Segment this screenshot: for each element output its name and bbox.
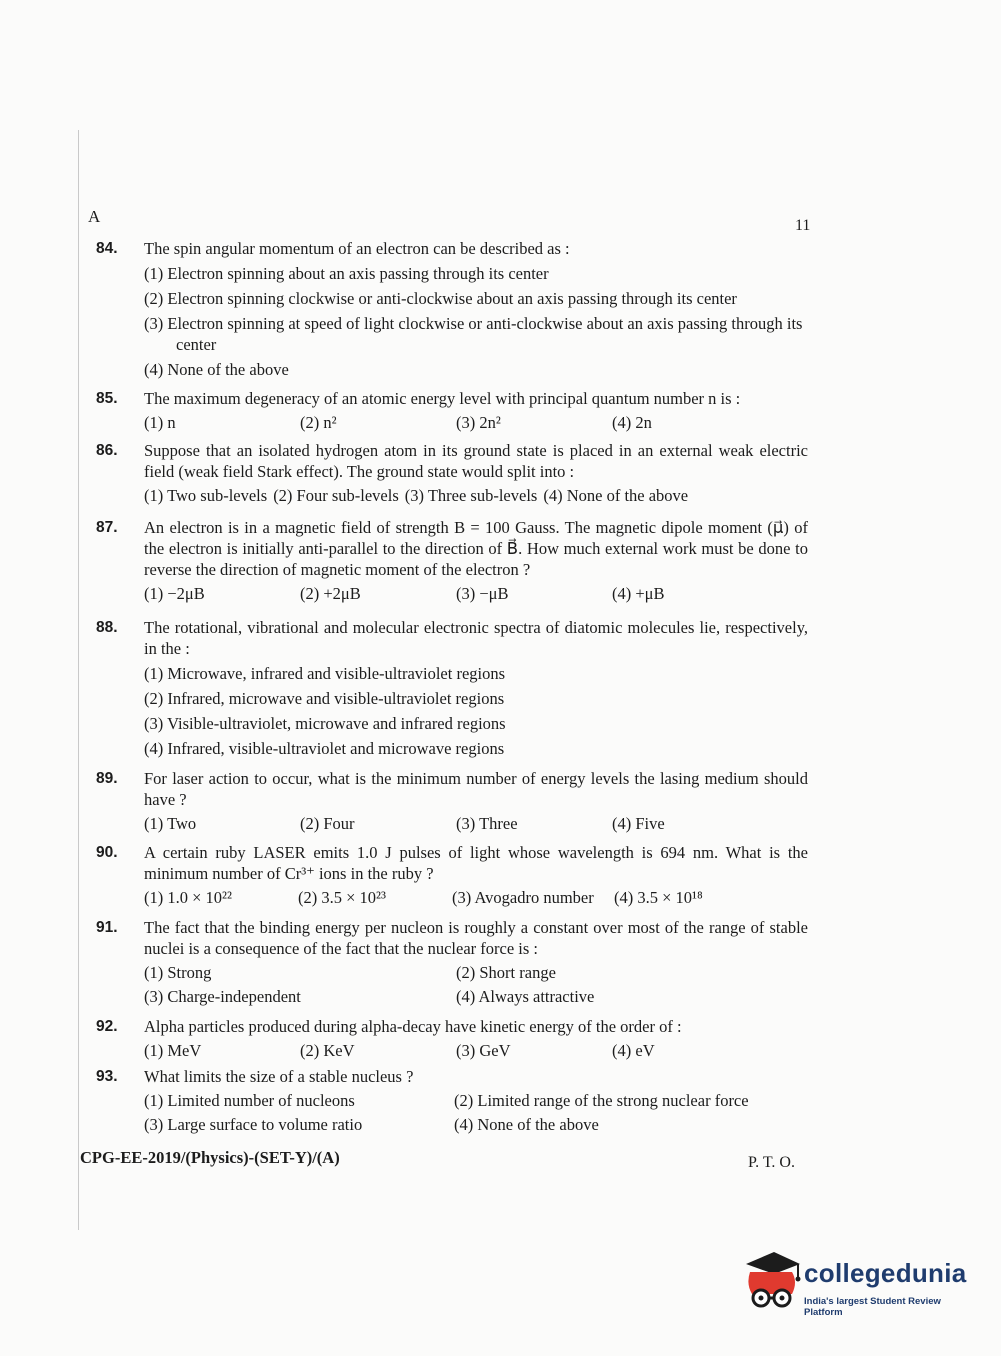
option: (3) −μB	[456, 584, 509, 603]
option: (2) +2μB	[300, 584, 361, 603]
option: (4) None of the above	[543, 486, 689, 505]
option: (1) MeV	[144, 1041, 202, 1060]
question-text: Suppose that an isolated hydrogen atom in its ground state is placed in an external weak electric field (weak field Stark effect). The ground state would split into :	[144, 441, 808, 481]
question-84	[96, 238, 808, 380]
question-text: The spin angular momentum of an electron can be described as :	[144, 239, 570, 258]
question-text: For laser action to occur, what is the minimum number of energy levels the lasing medium should have ?	[144, 769, 808, 809]
question-number: 89.	[96, 770, 118, 787]
option: (2) Infrared, microwave and visible-ultraviolet regions	[144, 689, 505, 708]
option: (4) Infrared, visible-ultraviolet and microwave regions	[144, 739, 505, 758]
question-86	[96, 440, 808, 506]
option: (3) 2n²	[456, 413, 501, 432]
option: (3) Visible-ultraviolet, microwave and infrared regions	[144, 714, 506, 733]
option: (2) Electron spinning clockwise or anti-clockwise about an axis passing through its center	[144, 289, 737, 308]
question-89	[96, 768, 808, 834]
option: (3) Three sub-levels	[404, 486, 538, 505]
option: (2) Four sub-levels	[273, 486, 399, 505]
question-number: 84.	[96, 240, 118, 257]
option: (2) Limited range of the strong nuclear force	[454, 1091, 749, 1110]
question-text: The rotational, vibrational and molecular electronic spectra of diatomic molecules lie, respectively, in the :	[144, 618, 808, 658]
question-number: 87.	[96, 519, 118, 536]
option: (3) Charge-independent	[144, 987, 301, 1006]
question-number: 86.	[96, 442, 118, 459]
page-turn-note: P. T. O.	[748, 1154, 795, 1171]
option: (4) 2n	[612, 413, 652, 432]
question-85	[96, 388, 808, 433]
question-text: What limits the size of a stable nucleus ?	[144, 1067, 414, 1086]
question-92	[96, 1016, 808, 1061]
option: (1) 1.0 × 10²²	[144, 888, 232, 907]
option: (4) None of the above	[454, 1115, 599, 1134]
option: (4) None of the above	[144, 360, 289, 379]
option: (1) −2μB	[144, 584, 205, 603]
option: (4) Five	[612, 814, 665, 833]
option: (4) 3.5 × 10¹⁸	[614, 888, 703, 907]
question-88	[96, 617, 808, 759]
option: (1) Limited number of nucleons	[144, 1091, 355, 1110]
option: (1) n	[144, 413, 176, 432]
option: (3) Three	[456, 814, 518, 833]
logo-wordmark: collegedunia	[804, 1258, 967, 1288]
question-text: Alpha particles produced during alpha-decay have kinetic energy of the order of :	[144, 1017, 682, 1036]
question-text: The fact that the binding energy per nucleon is roughly a constant over most of the range of stable nuclei is a consequence of the fact that the nuclear force is :	[144, 918, 808, 958]
question-number: 93.	[96, 1068, 118, 1085]
set-letter: A	[88, 207, 101, 226]
question-number: 90.	[96, 844, 118, 861]
option: (2) 3.5 × 10²³	[298, 888, 386, 907]
option: (2) Short range	[456, 963, 556, 982]
question-91	[96, 917, 808, 1007]
question-number: 88.	[96, 619, 118, 636]
option: (2) KeV	[300, 1041, 355, 1060]
option: (3) Avogadro number	[452, 888, 594, 907]
option: (4) +μB	[612, 584, 665, 603]
graduate-mascot-icon	[740, 1250, 802, 1314]
question-number: 91.	[96, 919, 118, 936]
question-90	[96, 842, 808, 908]
option: (1) Electron spinning about an axis passing through its center	[144, 264, 549, 283]
exam-code: CPG-EE-2019/(Physics)-(SET-Y)/(A)	[80, 1148, 340, 1167]
scan-margin-line	[78, 130, 79, 1230]
option: (1) Two	[144, 814, 197, 833]
question-text: A certain ruby LASER emits 1.0 J pulses of light whose wavelength is 694 nm. What is the minimum number of Cr³⁺ ions in the ruby ?	[144, 843, 808, 883]
option: (1) Strong	[144, 963, 212, 982]
question-text: An electron is in a magnetic field of strength B = 100 Gauss. The magnetic dipole moment (μ⃗) of the electron is initially anti-parallel to the direction of B⃗. How much external work must be done to reverse the direction of magnetic moment of the electron ?	[144, 518, 808, 579]
option: (4) eV	[612, 1041, 655, 1060]
option: (2) Four	[300, 814, 355, 833]
option: (3) Electron spinning at speed of light clockwise or anti-clockwise about an axis passing through its center	[144, 314, 803, 354]
option: (1) Microwave, infrared and visible-ultraviolet regions	[144, 664, 506, 683]
question-number: 92.	[96, 1018, 118, 1035]
question-87	[96, 517, 808, 604]
option: (2) n²	[300, 413, 337, 432]
option: (3) GeV	[456, 1041, 511, 1060]
collegedunia-logo	[740, 1250, 970, 1320]
question-number: 85.	[96, 390, 118, 407]
logo-tagline: India's largest Student Review Platform	[804, 1296, 941, 1318]
option: (1) Two sub-levels	[144, 486, 268, 505]
option: (3) Large surface to volume ratio	[144, 1115, 363, 1134]
page-number: 11	[795, 217, 811, 234]
option: (4) Always attractive	[456, 987, 595, 1006]
question-text: The maximum degeneracy of an atomic energy level with principal quantum number n is :	[144, 389, 741, 408]
question-93	[96, 1066, 808, 1135]
